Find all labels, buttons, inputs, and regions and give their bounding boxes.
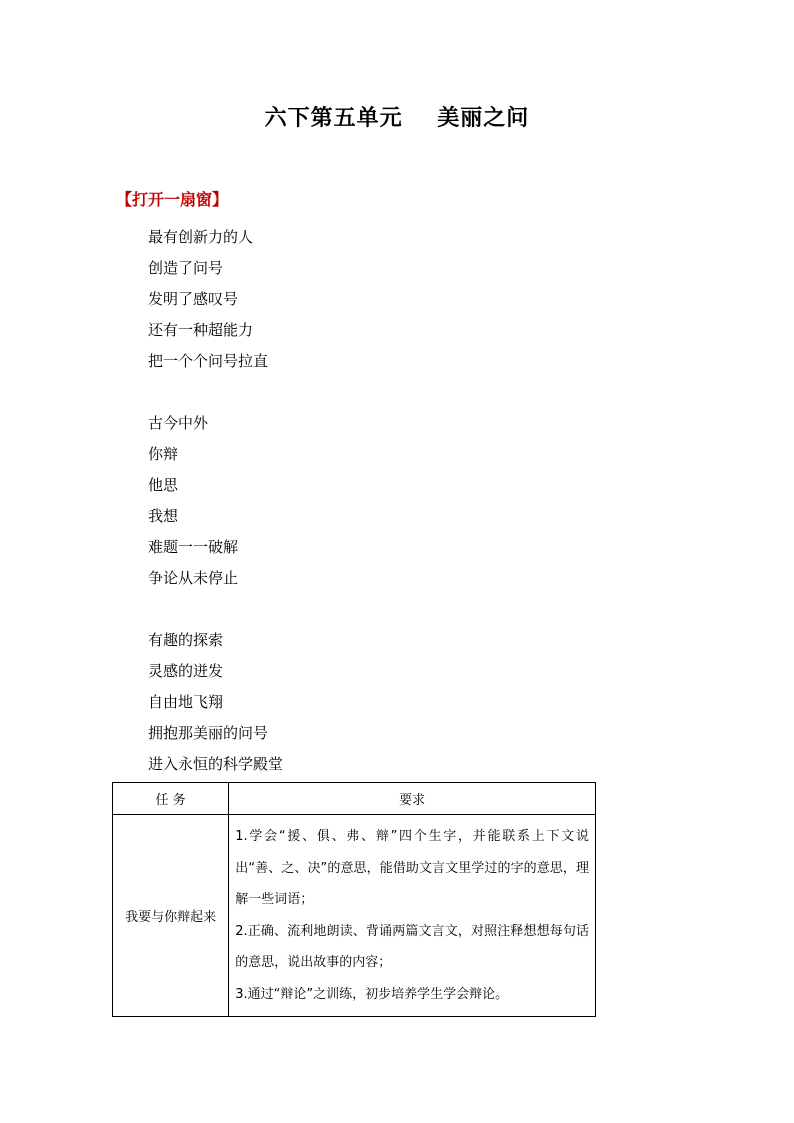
poem-stanza xyxy=(148,625,283,780)
poem-line: 进入永恒的科学殿堂 xyxy=(148,755,284,773)
task-table xyxy=(112,782,596,1017)
poem-line: 最有创新力的人 xyxy=(148,228,254,246)
poem-line: 你辩 xyxy=(148,445,179,463)
requirement-item: 1.学会“援、俱、弗、辩”四个生字，并能联系上下文说出“善、之、决”的意思，能借助文言文里学过的字的意思，理解一些词语； xyxy=(235,829,589,907)
poem xyxy=(148,222,283,811)
section-heading: 【打开一扇窗】 xyxy=(116,190,229,209)
poem-line: 发明了感叹号 xyxy=(148,290,239,308)
poem-line: 他思 xyxy=(148,476,179,494)
table-header-row xyxy=(113,783,596,815)
poem-line: 创造了问号 xyxy=(148,259,224,277)
requirement-item: 3.通过“辩论”之训练，初步培养学生学会辩论。 xyxy=(235,986,509,1002)
table-row xyxy=(113,815,596,1017)
poem-line: 把一个个问号拉直 xyxy=(148,352,269,370)
page-title: 六下第五单元 美丽之问 xyxy=(264,105,530,131)
column-header-task: 任 务 xyxy=(113,783,229,815)
poem-stanza xyxy=(148,408,283,594)
poem-line: 古今中外 xyxy=(148,414,209,432)
requirement-item: 2.正确、流利地朗读、背诵两篇文言文，对照注释想想每句话的意思，说出故事的内容； xyxy=(235,923,589,970)
poem-line: 自由地飞翔 xyxy=(148,693,224,711)
poem-line: 灵感的迸发 xyxy=(148,662,224,680)
poem-stanza xyxy=(148,222,283,377)
task-cell: 我要与你辩起来 xyxy=(113,815,229,1017)
poem-line: 我想 xyxy=(148,507,179,525)
requirements-cell xyxy=(229,815,596,1017)
poem-line: 难题一一破解 xyxy=(148,538,239,556)
poem-line: 拥抱那美丽的问号 xyxy=(148,724,269,742)
poem-line: 还有一种超能力 xyxy=(148,321,254,339)
column-header-requirements: 要求 xyxy=(229,783,596,815)
poem-line: 争论从未停止 xyxy=(148,569,239,587)
poem-line: 有趣的探索 xyxy=(148,631,224,649)
